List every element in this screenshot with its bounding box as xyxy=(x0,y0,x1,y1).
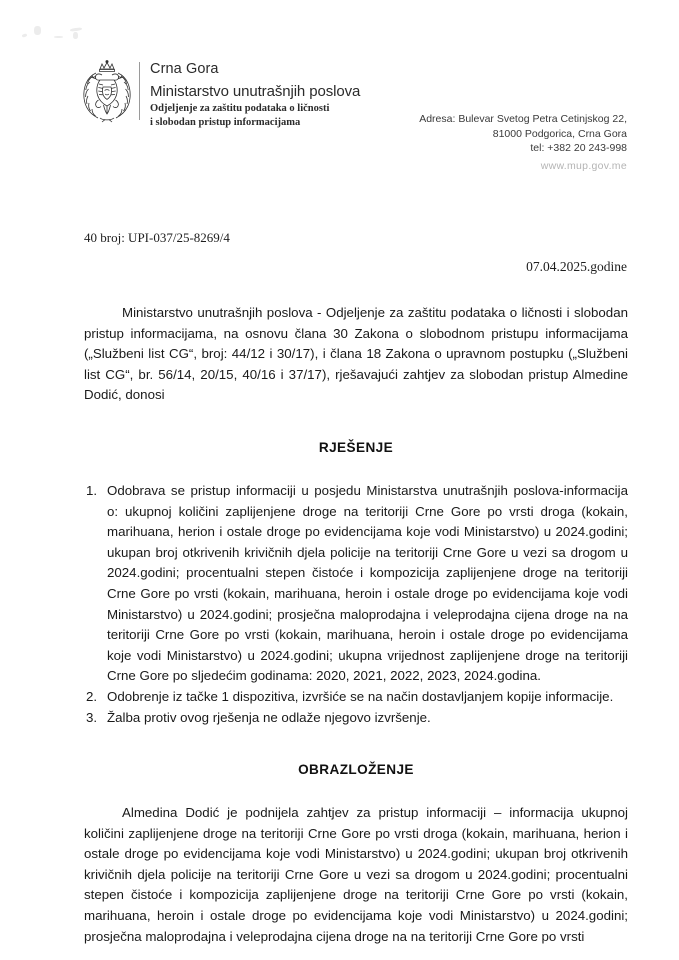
ministry-name: Ministarstvo unutrašnjih poslova xyxy=(150,83,361,100)
reference-number: 40 broj: UPI-037/25-8269/4 xyxy=(84,230,230,245)
decision-items-list xyxy=(84,481,628,728)
phone-line: tel: +382 20 243-998 xyxy=(530,142,627,154)
decision-item: Odobrava se pristup informaciji u posjedu Ministarstva unutrašnjih poslova-informacija o: ukupnoj količini zaplijenjene droge na teritoriji Crne Gore po vrsti droga (kokain, marihuana, herion i ostale droge po evidencijama koje vodi Ministarstvo) u 2024.godini; ukupan broj otkrivenih krivičnih djela policije na teritoriji Crne Gore u vezi sa drogom u 2024.godini; procentualni stepen čistoće i kompozicija zaplijenjene droge na teritoriji Crne Gore po vrsti (kokain, marihuana, heroin i ostale droge po evidencijama koje vodi Ministarstvo) u 2024.godini; prosječna maloprodajna i veleprodajna cijena droge na na teritoriji Crne Gore po vrsti (kokain, marihuana, heroin i ostale droge po evidencijama koje vodi Ministarstvo) u 2024.godini; ukupna vrijednost zaplijenjene droge na teritoriji Crne Gore po sljedećim godinama: 2020, 2021, 2022, 2023, 2024.godina. xyxy=(107,482,628,684)
department-line-2: i slobodan pristup informacijama xyxy=(150,116,301,128)
country-name: Crna Gora xyxy=(150,61,219,77)
coat-of-arms-icon xyxy=(78,60,136,124)
header-divider xyxy=(139,62,140,120)
document-body xyxy=(84,303,628,947)
explanation-paragraph: Almedina Dodić je podnijela zahtjev za pristup informaciji – informacija ukupnoj količini zaplijenjene droge na teritoriji Crne Gore po vrsti droga (kokain, marihuana, herion i ostale droge po evidencijama koje vodi Ministarstvo) u 2024.godini; ukupan broj otkrivenih krivičnih djela policije na teritoriji Crne Gore u vezi sa drogom u 2024.godini; procentualni stepen čistoće i kompozicija zaplijenjene droge na teritoriji Crne Gore po vrsti (kokain, marihuana, heroin i ostale droge po evidencijama koje vodi Ministarstvo) u 2024.godini; prosječna maloprodajna i veleprodajna cijena droge na na teritoriji Crne Gore po vrsti xyxy=(84,805,628,944)
address-block xyxy=(347,112,627,174)
letterhead xyxy=(0,58,679,188)
address-line-2: 81000 Podgorica, Crna Gora xyxy=(492,127,627,140)
decision-item: Odobrenje iz tačke 1 dispozitiva, izvršiće se na način dostavljanjem kopije informacije. xyxy=(107,688,614,704)
document-date: 07.04.2025.godine xyxy=(526,259,627,274)
scan-artifact xyxy=(18,22,88,48)
preamble-paragraph: Ministarstvo unutrašnjih poslova - Odjeljenje za zaštitu podataka o ličnosti i slobodan pristup informacijama, na osnovu člana 30 Zakona o slobodnom pristupu informacijama („Službeni list CG“, broj: 44/12 i 30/17), i člana 18 Zakona o upravnom postupku („Službeni list CG“, br. 56/14, 20/15, 40/16 i 37/17), rješavajući zahtjev za slobodan pristup Almedine Dodić, donosi xyxy=(84,305,628,403)
department-line-1: Odjeljenje za zaštitu podataka o ličnosti xyxy=(150,103,330,114)
website-url: www.mup.gov.me xyxy=(540,159,627,172)
address-line-1: Adresa: Bulevar Svetog Petra Cetinjskog 22, xyxy=(419,113,627,125)
decision-item: Žalba protiv ovog rješenja ne odlaže njegovo izvršenje. xyxy=(107,709,431,725)
decision-heading: RJEŠENJE xyxy=(318,439,394,455)
explanation-heading: OBRAZLOŽENJE xyxy=(298,762,414,778)
